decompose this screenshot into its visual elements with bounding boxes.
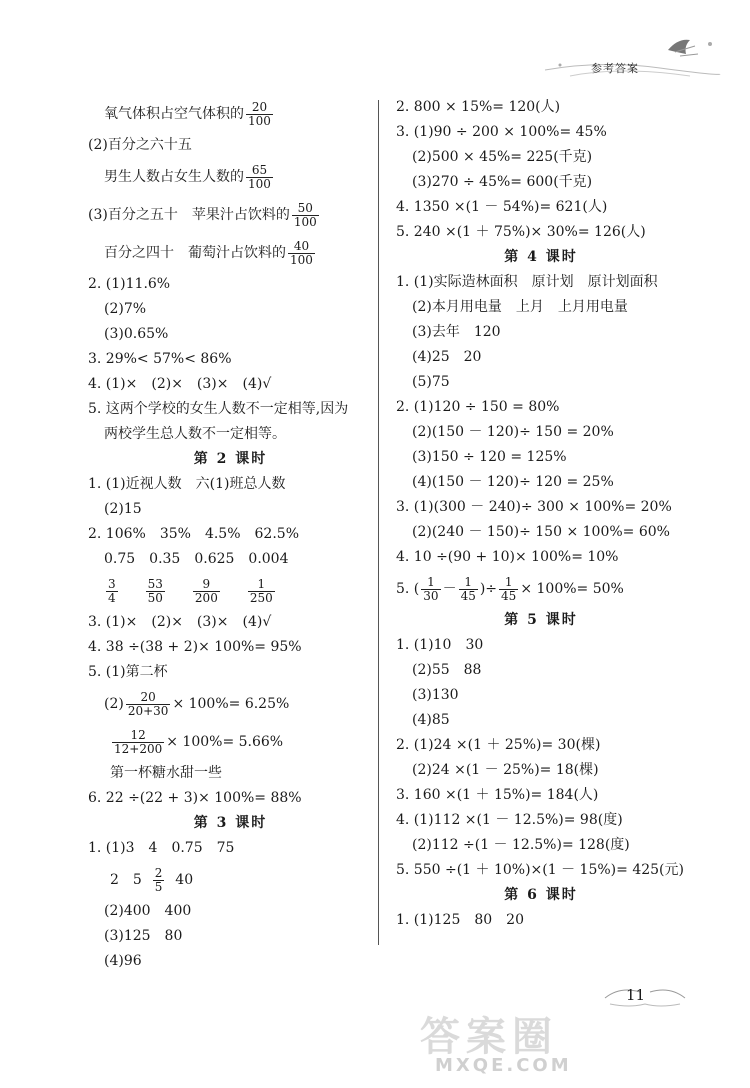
fraction: $\frac{20}{100}$ — [248, 99, 271, 128]
answer-line: 0.75 0.35 0.625 0.004 — [104, 551, 289, 567]
answer-line: 2. 800 × 15%= 120(人) — [396, 99, 561, 115]
answer-line: (2)15 — [104, 501, 142, 517]
section-heading: 第 5 课时 — [504, 612, 578, 628]
answer-line: (2)112 ÷(1 － 12.5%)= 128(度) — [412, 837, 630, 853]
answer-line: (2) $\frac{20}{20+30}$ × 100%= 6.25% — [104, 689, 290, 718]
answer-line: 5. 550 ÷(1 ＋ 10%)×(1 － 15%)= 425(元) — [396, 862, 684, 878]
answer-line: 2 5 $\frac{2}{5}$ 40 — [110, 865, 194, 894]
answer-line: 3. (1)× (2)× (3)× (4)√ — [88, 614, 272, 630]
answer-line: 1. (1)近视人数 六(1)班总人数 — [88, 476, 286, 492]
answer-line: (3)125 80 — [104, 928, 183, 944]
answer-line: (2)400 400 — [104, 903, 192, 919]
answer-line: 百分之四十 葡萄汁占饮料的 $\frac{40}{100}$ — [104, 238, 313, 267]
fraction: $\frac{1}{250}$ — [249, 576, 273, 605]
answer-line: (4)96 — [104, 953, 142, 969]
answer-line: 3. (1)90 ÷ 200 × 100%= 45% — [396, 124, 607, 140]
section-heading: 第 4 课时 — [504, 249, 578, 265]
answer-line: (4)(150 － 120)÷ 120 = 25% — [412, 474, 614, 490]
answer-line: (2)百分之六十五 — [88, 137, 192, 153]
answer-line: (2)24 ×(1 － 25%)= 18(棵) — [412, 762, 599, 778]
answer-line: 4. 10 ÷(90 + 10)× 100%= 10% — [396, 549, 619, 565]
fraction-row — [88, 572, 373, 610]
answer-line: (2)(150 － 120)÷ 150 = 20% — [412, 424, 614, 440]
answer-line: (3)去年 120 — [412, 324, 501, 340]
answer-line: 3. 160 ×(1 ＋ 15%)= 184(人) — [396, 787, 599, 803]
answer-line: 5. ( $\frac{1}{30}$ － $\frac{1}{45}$ )÷ $\frac{1}{45}$ × 100%= 50% — [396, 574, 624, 603]
answer-line: 5. 这两个学校的女生人数不一定相等,因为 — [88, 401, 349, 417]
answer-line: 4. (1)112 ×(1 － 12.5%)= 98(度) — [396, 812, 623, 828]
answer-line: 1. (1)125 80 20 — [396, 912, 524, 928]
answer-line: 2. 106% 35% 4.5% 62.5% — [88, 526, 299, 542]
fraction: $\frac{40}{100}$ — [290, 238, 313, 267]
answer-line: 1. (1)实际造林面积 原计划 原计划面积 — [396, 274, 658, 290]
answer-line: (3)百分之五十 苹果汁占饮料的 $\frac{50}{100}$ — [88, 200, 317, 229]
answer-line: (4)85 — [412, 712, 450, 728]
fraction: $\frac{65}{100}$ — [248, 162, 271, 191]
answer-line: $\frac{12}{12+200}$ × 100%= 5.66% — [114, 727, 284, 756]
answer-line: 4. (1)× (2)× (3)× (4)√ — [88, 376, 272, 392]
answer-line: 男生人数占女生人数的 $\frac{65}{100}$ — [104, 162, 271, 191]
watermark-logo: 答案圈 MXQE.COM — [420, 1014, 572, 1076]
answer-line: 5. (1)第二杯 — [88, 664, 168, 680]
answer-line: (2)(240 － 150)÷ 150 × 100%= 60% — [412, 524, 670, 540]
answer-line: (3)0.65% — [104, 326, 169, 342]
right-column — [396, 95, 686, 933]
column-divider — [378, 100, 379, 945]
answer-line: 两校学生总人数不一定相等。 — [104, 426, 286, 442]
answer-line: 第一杯糖水甜一些 — [110, 765, 222, 781]
answer-line: 3. (1)(300 － 240)÷ 300 × 100%= 20% — [396, 499, 672, 515]
answer-line: 2. (1)120 ÷ 150 = 80% — [396, 399, 560, 415]
answer-line: (3)150 ÷ 120 = 125% — [412, 449, 567, 465]
fraction: $\frac{1}{45}$ — [501, 574, 517, 603]
fraction: $\frac{1}{45}$ — [460, 574, 476, 603]
section-label: 参考答案 — [591, 62, 639, 75]
answer-line: 1. (1)3 4 0.75 75 — [88, 840, 235, 856]
answer-line: 氧气体积占空气体积的 $\frac{20}{100}$ — [104, 99, 271, 128]
section-heading: 第 2 课时 — [193, 451, 268, 467]
fraction: $\frac{50}{100}$ — [293, 200, 317, 229]
answer-line: (3)130 — [412, 687, 459, 703]
answer-line: (2)55 88 — [412, 662, 482, 678]
answer-line: 3. 29%< 57%< 86% — [88, 351, 232, 367]
answer-line: 6. 22 ÷(22 + 3)× 100%= 88% — [88, 790, 302, 806]
answer-line: 5. 240 ×(1 ＋ 75%)× 30%= 126(人) — [396, 224, 646, 240]
fraction: $\frac{9}{200}$ — [194, 576, 218, 605]
answer-line: (2)本月用电量 上月 上月用电量 — [412, 299, 628, 315]
fraction: $\frac{2}{5}$ — [154, 865, 163, 894]
answer-line: 2. (1)24 ×(1 ＋ 25%)= 30(棵) — [396, 737, 601, 753]
fraction: $\frac{53}{50}$ — [147, 576, 163, 605]
answer-line: 2. (1)11.6% — [88, 276, 171, 292]
fraction: $\frac{20}{20+30}$ — [127, 689, 169, 718]
answer-line: (3)270 ÷ 45%= 600(千克) — [412, 174, 593, 190]
answer-line: 4. 1350 ×(1 － 54%)= 621(人) — [396, 199, 608, 215]
section-heading: 第 3 课时 — [193, 815, 268, 831]
answer-line: (5)75 — [412, 374, 450, 390]
left-column — [88, 95, 373, 974]
fraction: $\frac{1}{30}$ — [423, 574, 439, 603]
answer-line: (2)500 × 45%= 225(千克) — [412, 149, 593, 165]
fraction: $\frac{12}{12+200}$ — [114, 727, 163, 756]
answer-line: 1. (1)10 30 — [396, 637, 484, 653]
section-heading: 第 6 课时 — [504, 887, 578, 903]
answer-line: (4)25 20 — [412, 349, 482, 365]
answer-line: (2)7% — [104, 301, 147, 317]
answer-line: 4. 38 ÷(38 + 2)× 100%= 95% — [88, 639, 302, 655]
fraction: $\frac{3}{4}$ — [108, 576, 116, 605]
page-number: 11 — [600, 978, 690, 1014]
